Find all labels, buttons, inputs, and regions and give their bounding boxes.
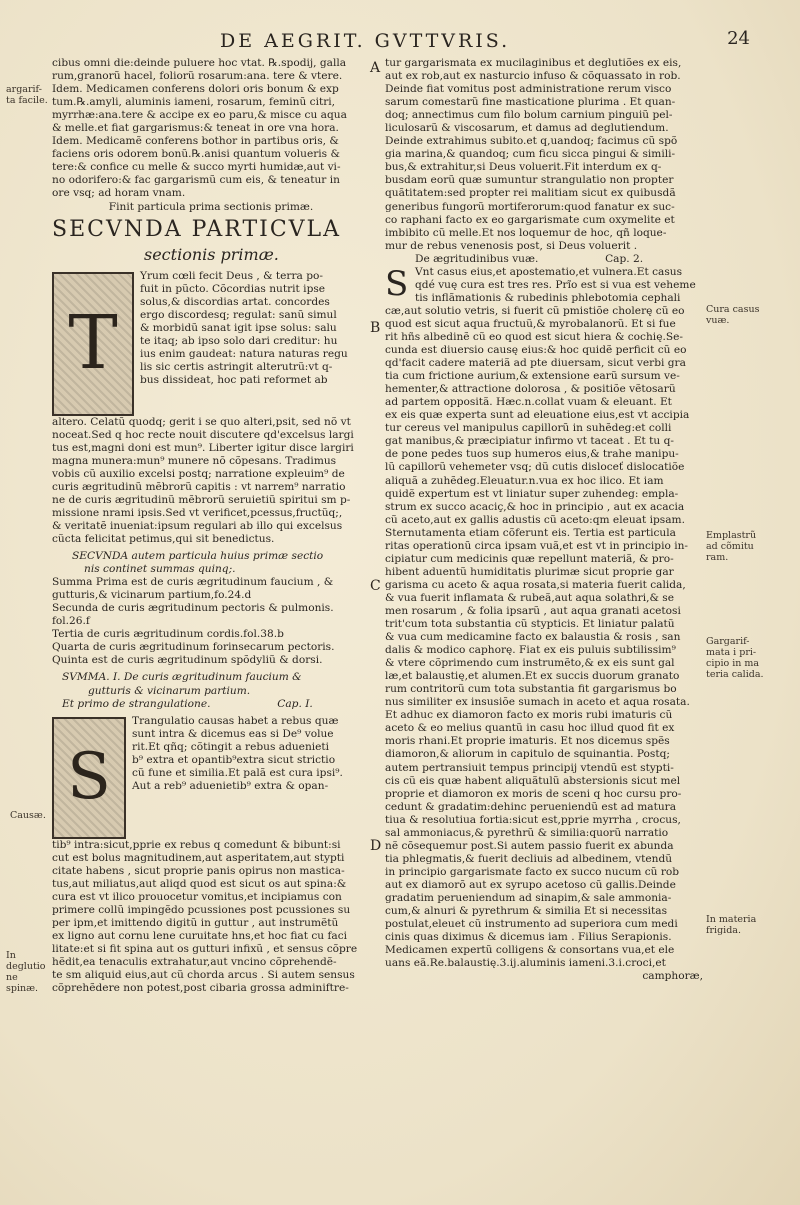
text-line: Deinde extrahimus subito.et q,uandoq; facimus cũ spõ [385, 135, 678, 148]
text-line: cũcta felicitat petimus,qui sit benedictus. [52, 532, 275, 545]
text-line: hibent aduentũ humiditatis plurimæ sicut proprie gar [385, 565, 674, 578]
text-line: tere:& confice cu melle & succo myrti humidæ,aut vi- [52, 161, 341, 174]
text-line: ex ligno aut cornu lene curuitate hns,et hoc fiat cu faci [52, 929, 348, 942]
text-line: & veritatẽ inueniat:ipsum regulari ab illo qui excelsus [52, 519, 343, 532]
text-line: dalis & modico caphorę. Fiat ex eis puluis subtilissim⁹ [385, 644, 676, 657]
right-column [385, 57, 703, 983]
paragraph-1-indented [140, 270, 348, 416]
text-line: primere collũ impingẽdo pcussiones post pcussiones su [52, 903, 351, 916]
text-line: cis cũ eis quæ habent aliquãtulũ abstersionis sicut mel [385, 774, 681, 787]
section-letter-c: C [370, 578, 381, 594]
text-line: gradatim perueniendum ad sinapim,& sale ammonia- [385, 892, 672, 904]
text-line: Trangulatio causas habet a rebus quæ [132, 714, 339, 727]
text-line: læ,et balaustię,et alumen.Et ex succis duorum granato [385, 670, 680, 683]
summary-line: Tertia de curis ægritudinum cordis.fol.38.b [52, 628, 284, 641]
text-line: aliquã a zuhẽdeg.Eleuatur.n.vua ex hoc ilico. Et iam [385, 474, 664, 487]
text-line: per ipm,et imittendo digitũ in guttur , aut instrumẽtũ [52, 916, 339, 929]
text-line: ritas operationũ circa ipsam vuã,et est vt in principio in- [385, 539, 688, 552]
text-line: tum.℞.amyli, aluminis iameni, rosarum, feminũ citri, [52, 96, 336, 109]
chapter-2-title: De ægritudinibus vuæ. [415, 252, 539, 265]
text-line: ius enim gaudeat: natura naturas regu [140, 347, 348, 360]
text-line: & morbidũ sanat igit ipse solus: salu [140, 321, 337, 334]
text-line: rum contritorũ cum tota substantia fit gargarismus bo [385, 683, 677, 696]
text-line: cõprehẽdere non potest,post cibaria grossa adminiftre- [52, 982, 349, 995]
text-line: rit hñs albedinẽ cũ eo quod est sicut hiera & cochię.Se- [385, 330, 683, 343]
text-line: quidẽ expertum est vt liniatur super zuhendeg: empla- [385, 487, 679, 500]
text-line: sarum comestarũ fine masticatione plurima . Et quan- [385, 96, 676, 109]
text-line: citate habens , sicut proprie panis opirus non mastica- [52, 864, 345, 877]
finit-line: Finit particula prima sectionis primæ. [108, 200, 314, 213]
text-line: tur gargarismata ex mucilaginibus et deglutiões ex eis, [385, 57, 682, 69]
section-letter-b: B [370, 320, 381, 336]
text-line: Idem. Medicamen conferens dolori oris bonum & exp [52, 83, 339, 96]
text-line: tib⁹ intra:sicut,pprie ex rebus q comedunt & bibunt:si [52, 838, 341, 851]
text-line: cunda est diuersio causę eius:& hoc quidẽ perficit cũ eo [385, 344, 687, 357]
paragraph-2 [52, 715, 370, 839]
summary-line: Secunda de curis ægritudinum pectoris & pulmonis. [52, 602, 334, 615]
text-line: qd'facit cadere materiã ad pte diuersam, sicut verbi gra [385, 357, 686, 370]
paragraph-2-full [52, 839, 370, 996]
running-title: DE AEGRIT. GVTTVRIS. [220, 30, 511, 52]
text-line: aut ex rob,aut ex nasturcio infuso & cõquassato in rob. [385, 70, 681, 83]
text-line: cedunt & gradatim:dehinc perueniendũ est ad matura [385, 800, 677, 813]
text-line: proprie et diamoron ex moris de sceni q hoc cursu pro- [385, 787, 682, 800]
summary-intro-1: SECVNDA autem particula huius primæ sectio [72, 550, 324, 563]
summa-heading-3 [52, 698, 370, 711]
section-letter-d: D [370, 838, 382, 854]
text-line: myrrhæ:ana.tere & accipe ex eo paru,& misce cu aqua [52, 109, 347, 122]
secunda-particula-title: SECVNDA PARTICVLA [52, 216, 342, 242]
text-line: magna munera:mun⁹ munere nõ cõpesans. Tradimus [52, 454, 337, 467]
left-column [52, 57, 370, 995]
text-line: gia marina,& quandoq; cum ficu sicca pingui & simili- [385, 148, 676, 161]
strangulatio-title: Et primo de strangulatione. [62, 697, 211, 710]
summary-line: Quarta de curis ægritudinum forinsecarum pectoris. [52, 641, 335, 654]
summary-line: Quinta est de curis ægritudinum spõdyliũ & dorsi. [52, 654, 323, 667]
catchword: camphoræ, [642, 970, 703, 983]
section-letter-a: A [370, 60, 381, 76]
text-line: curis ægritudinũ mẽbrorũ capitis : vt narrem⁹ narratio [52, 480, 346, 493]
text-line: generibus fungorũ mortiferorum:quod fanatur ex suc- [385, 200, 675, 213]
text-line: Aut a reb⁹ aduenietib⁹ extra & opan- [132, 779, 329, 792]
text-line: tiua & resolutiua fortia:sicut est,pprie myrrha , crocus, [385, 813, 681, 826]
margin-note-cura-casus: Cura casus vuæ. [706, 304, 760, 326]
chapter-2-body [385, 263, 703, 971]
text-line: cura est vt ilico prouocetur vomitus,et incipiamus con [52, 890, 342, 903]
text-line: ad partem oppositã. Hæc.n.collat vuam & eleuant. Et [385, 396, 672, 409]
summary-line: Summa Prima est de curis ægritudinum faucium , & [52, 576, 334, 589]
text-line: b⁹ extra et opantib⁹extra sicut strictio [132, 753, 336, 766]
margin-note-emplastrum: Emplastrũ ad cõmitu ram. [706, 530, 757, 563]
paragraph-1 [52, 270, 370, 416]
text-line: nus similiter ex insusiõe sumach in aceto et aqua rosata. [385, 696, 690, 709]
text-line: aut ex diamorõ aut ex syrupo acetoso cũ gallis.Deinde [385, 878, 676, 891]
decorated-initial-s: S [52, 717, 126, 839]
summary-intro-2: nis continet summas quinq;. [84, 563, 236, 576]
margin-note-materia-frigida: In materia frigida. [706, 914, 757, 936]
text-line: bus,& extrahitur,si Deus voluerit.Fit interdum ex q- [385, 161, 662, 174]
text-line: & vua fuerit inflamata & rubeã,aut aqua solathri,& se [385, 591, 674, 604]
folio-number: 24 [727, 28, 750, 49]
text-line: sunt intra & dicemus eas si De⁹ volue [132, 727, 334, 740]
text-line: cæ,aut solutio vetris, si fuerit cũ pmistiõe cholerę cũ eo [385, 304, 685, 317]
text-line: imbibito cũ melle.Et nos loquemur de hoc, qñ loque- [385, 226, 667, 239]
summa-heading-1: SVMMA. I. De curis ægritudinum faucium & [62, 671, 302, 684]
text-line: Sternutamenta etiam cõferunt eis. Tertia est particula [385, 526, 676, 539]
text-line: tis inflãmationis & rubedinis phlebotomia cephali [415, 291, 681, 304]
text-line: mur de rebus venenosis post, si Deus voluerit . [385, 239, 638, 252]
summary-list [52, 576, 370, 667]
paragraph-2-indented [132, 715, 343, 839]
text-line: ne de curis ægritudinũ mẽbrorũ seruietiũ spiritui sm p- [52, 493, 351, 506]
text-line: doq; annectimus cum filo bolum carnium pinguiũ pel- [385, 109, 673, 122]
text-line: cut est bolus magnitudinem,aut asperitatem,aut stypti [52, 851, 345, 864]
text-line: no odorifero:& fac gargarismũ cum eis, & teneatur in [52, 174, 340, 187]
text-line: quod est sicut aqua fructuũ,& myrobalanorũ. Et si fue [385, 317, 676, 330]
initial-s-plain: S [385, 263, 409, 304]
text-line: lũ capillorũ vehemeter vsq; dũ cutis disloceť dislocatiõe [385, 461, 685, 474]
summary-line: gutturis,& vicinarum partium,fo.24.d [52, 589, 252, 602]
right-text-a [385, 57, 703, 253]
text-line: tur cereus vel manipulus capillorũ in suhẽdeg:et colli [385, 422, 672, 435]
text-line: te sm aliquid eius,aut cũ chorda arcus . Si autem sensus [52, 969, 355, 982]
text-line: sal ammoniacus,& pyrethrũ & similia:quorũ narratio [385, 826, 669, 839]
text-line: & vtere cõprimendo cum instrumẽto,& ex eis sunt gal [385, 657, 675, 670]
text-line: faciens oris odorem bonũ.℞.anisi quantum volueris & [52, 148, 340, 161]
text-line: qdé vuę cura est tres res. Prĩo est si vua est veheme [415, 278, 696, 291]
text-line: noceat.Sed q hoc recte nouit discutere qd'excelsus largi [52, 428, 354, 441]
text-line: cum,& alnuri & pyrethrum & similia Et si necessitas [385, 905, 668, 918]
margin-note-gargarismata: argarif- ta facile. [6, 84, 48, 106]
right-text-b [385, 263, 703, 971]
text-line: cipiatur cum medicinis quæ repellunt materiã, & pro- [385, 552, 674, 565]
text-line: busdam eorũ quæ sumuntur strangulatio non propter [385, 174, 674, 187]
text-line: te itaq; ab ipso solo dari creditur: hu [140, 334, 338, 347]
text-line: autem pertransiuit tempus principij vtendũ est stypti- [385, 761, 674, 774]
text-line: bus dissideat, hoc pati reformet ab [140, 373, 328, 386]
text-line: fuit in pũcto. Cõcordias nutrit ipse [140, 282, 326, 295]
text-line: trit'cum tota substantia cũ stypticis. Et liniatur palatũ [385, 618, 675, 631]
text-line: lis sic certis astringit alterutrũ:vt q- [140, 360, 333, 373]
margin-note-gargarismata-calida: Gargarif- mata i pri- cipio in ma teria calida. [706, 636, 764, 680]
text-line: ergo discordesq; regulat: sanũ simul [140, 308, 337, 321]
text-line: liculosarũ & viscosarum, et damus ad deglutiendum. [385, 122, 669, 135]
text-line: quãtitatem:sed propter rei malitiam sicut ex quibusdã [385, 187, 676, 200]
text-line: Vnt casus eius,et apostematio,et vulnera.Et casus [415, 265, 683, 278]
text-line: postulat,eleuet cũ instrumento ad superiora cum medi [385, 918, 678, 931]
margin-note-causae: Causæ. [10, 810, 46, 821]
text-line: tia cum frictione aurium,& extensione earũ sursum ve- [385, 370, 680, 383]
text-line: men rosarum , & folia ipsarũ , aut aqua granati acetosi [385, 604, 681, 617]
paragraph-1-full [52, 416, 370, 546]
text-line: cũ fune et similia.Et palã est cura ipsi⁹. [132, 766, 343, 779]
text-line: rit.Et qñq; cõtingit a rebus aduenieti [132, 740, 330, 753]
text-line: garisma cu aceto & aqua rosata,si materia fuerit calida, [385, 578, 686, 591]
text-line: solus,& discordias artat. concordes [140, 295, 330, 308]
text-line: tus est,magni doni est mun⁹. Liberter igitur disce largiri [52, 441, 354, 454]
running-header [220, 30, 750, 52]
text-line: diamoron,& aliorum in capitulo de squinantia. Postq; [385, 748, 670, 761]
chapter-2-heading [385, 253, 703, 266]
text-line: Et adhuc ex diamoron facto ex moris rubi imaturis cũ [385, 709, 673, 722]
summary-line: fol.26.f [52, 615, 90, 628]
text-line: in principio gargarismate facto ex succo nucum cũ rob [385, 865, 680, 878]
text-line: uans eã.Re.balaustię.3.ij.aluminis iameni.3.i.croci,et [385, 957, 666, 970]
text-line: vobis cũ auxilio excelsi postq; narratione expleuim⁹ de [52, 467, 345, 480]
text-line: Medicamen expertũ colligens & consortans vua,et ele [385, 944, 675, 957]
text-line: altero. Celatũ quodq; gerit i se quo alteri,psit, sed nõ vt [52, 415, 351, 428]
text-line: Idem. Medicamẽ conferens bothor in partibus oris, & [52, 135, 339, 148]
text-line: cinis quas diximus & dicemus iam . Filius Serapionis. [385, 931, 672, 944]
text-line: co raphani facto ex eo gargarismate cum oxymelite et [385, 213, 675, 226]
text-line: cũ aceto,aut ex gallis adustis cũ aceto:qm eleuat ipsam. [385, 513, 685, 526]
text-line: Deinde fiat vomitus post administratione rerum visco [385, 83, 672, 96]
text-line: strum ex succo acaciç,& hoc in principio , aut ex acacia [385, 500, 685, 513]
text-line: de pone pedes tuos sup humeros eius,& trahe manipu- [385, 448, 679, 461]
text-line: nẽ cõsequemur post.Si autem passio fuerit ex abunda [385, 839, 674, 852]
text-line: missione nrami ipsis.Sed vt verificet,pcessus,fructũq;, [52, 506, 343, 519]
text-line: aceto & eo melius quantũ in casu hoc illud quod fit ex [385, 722, 675, 735]
text-line: ore vsq; ad horam vnam. [52, 187, 186, 200]
text-line: & melle.et fiat gargarismus:& teneat in ore vna hora. [52, 122, 339, 135]
text-line: cibus omni die:deinde puluere hoc vtat. ℞.spodij, galla [52, 57, 347, 69]
text-line: litate:et si fit spina aut os gutturi infixũ , et sensus cõpre [52, 942, 358, 955]
chapter-2-label: Cap. 2. [605, 252, 644, 265]
secunda-particula-subtitle: sectionis primæ. [144, 244, 279, 264]
text-line: hẽdit,ea tenaculis extrahatur,aut vncino cõprehendẽ- [52, 956, 337, 969]
chapter-1-label: Cap. I. [277, 697, 313, 710]
text-line: rum,granorũ hacel, foliorũ rosarum:ana. tere & vtere. [52, 70, 343, 83]
margin-note-deglutio: In deglutio ne spinæ. [6, 950, 46, 994]
left-top-text [52, 57, 370, 201]
text-line: moris rhani.Et proprie imaturis. Et nos dicemus spẽs [385, 735, 670, 748]
text-line: Yrum cœli fecit Deus , & terra po- [140, 269, 323, 282]
decorated-initial-t: T [52, 272, 134, 416]
text-line: tia phlegmatis,& fuerit decliuis ad albedinem, vtendũ [385, 852, 673, 865]
summa-heading-2: gutturis & vicinarum partium. [88, 684, 251, 697]
text-line: ex eis quæ experta sunt ad eleuatione eius,est vt accipia [385, 409, 690, 422]
text-line: tus,aut miliatus,aut aliqd quod est sicut os aut spina:& [52, 877, 347, 890]
text-line: hementer,& attractione dolorosa , & positiõe vẽtosarũ [385, 383, 676, 396]
text-line: gat manibus,& præcipiatur infirmo vt taceat . Et tu q- [385, 435, 674, 448]
text-line: & vua cum medicamine facto ex balaustia & rosis , san [385, 631, 681, 644]
